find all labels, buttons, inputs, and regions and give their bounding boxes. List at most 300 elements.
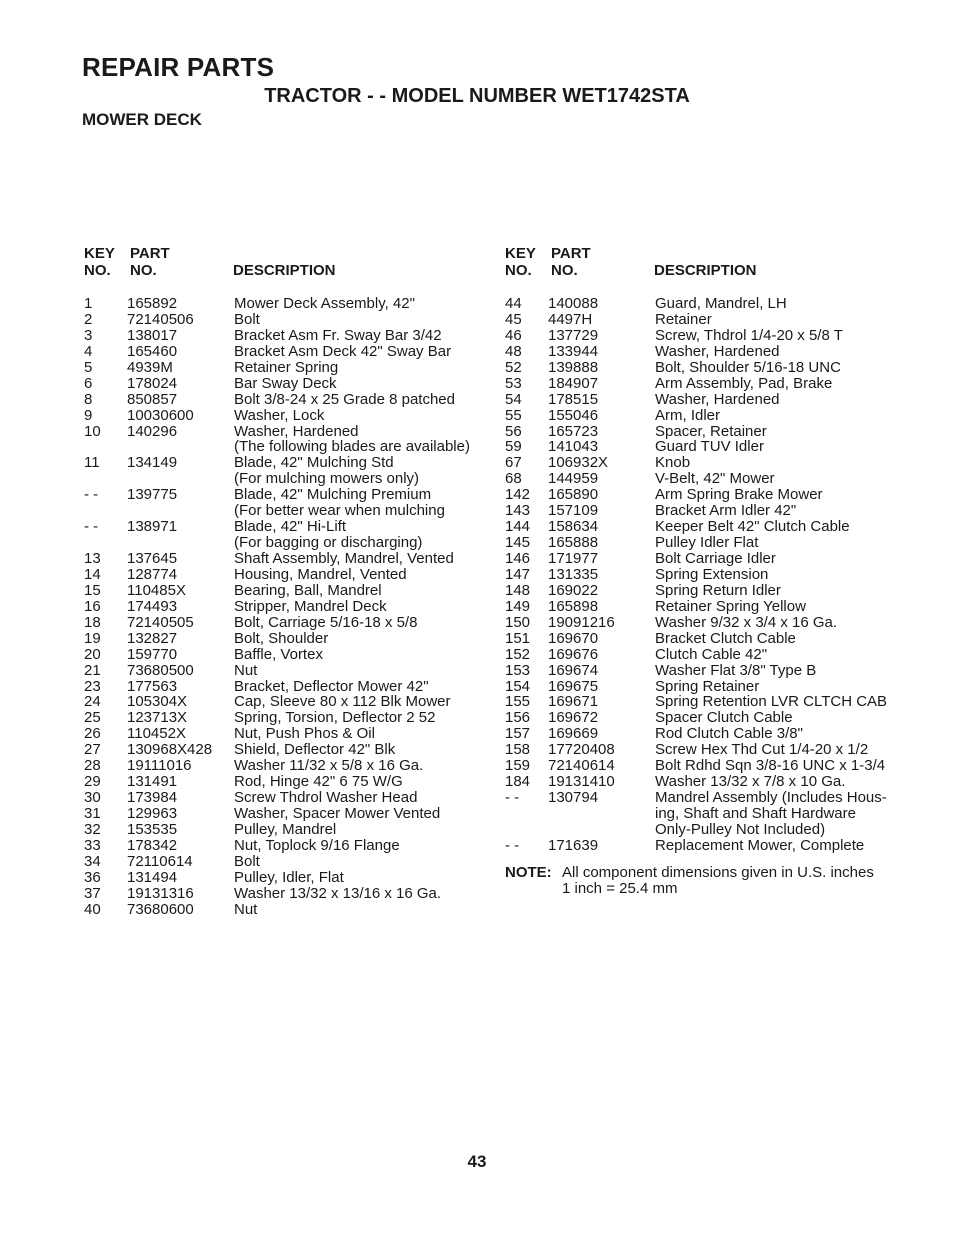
part-no: 140088	[548, 295, 599, 312]
part-description: Bracket Asm Fr. Sway Bar 3/42	[234, 326, 442, 344]
part-no: 110485X	[127, 581, 186, 599]
table-row	[84, 439, 484, 455]
model-subtitle: TRACTOR - - MODEL NUMBER WET1742STA	[264, 85, 690, 107]
key-no: 8	[84, 390, 93, 408]
table-row	[505, 296, 905, 312]
table-row	[84, 471, 484, 487]
table-row	[84, 742, 484, 758]
table-row	[84, 455, 484, 471]
part-no: 153535	[127, 820, 178, 838]
table-row	[84, 519, 484, 535]
table-row	[84, 902, 484, 918]
key-no: 55	[505, 406, 522, 424]
part-description: Housing, Mandrel, Vented	[234, 565, 407, 583]
part-description: Rod Clutch Cable 3/8"	[655, 725, 803, 743]
part-no: 128774	[127, 565, 178, 583]
key-no: 148	[505, 581, 531, 599]
part-no: 155046	[548, 406, 599, 424]
part-description: Pulley, Idler, Flat	[234, 868, 344, 886]
key-no: 44	[505, 295, 522, 312]
part-description: Bearing, Ball, Mandrel	[234, 581, 382, 599]
part-no: 139888	[548, 358, 599, 376]
part-description: Retainer	[655, 310, 712, 328]
part-description: Nut	[234, 900, 258, 918]
key-header: KEY	[505, 245, 536, 262]
part-no: 106932X	[548, 454, 609, 472]
key-no: 23	[84, 677, 101, 695]
part-no: 72140505	[127, 613, 194, 631]
key-no: 59	[505, 438, 522, 456]
part-description: (The following blades are available)	[234, 438, 470, 456]
key-no: 34	[84, 852, 101, 870]
part-description: Bracket Clutch Cable	[655, 629, 796, 647]
key-no: 3	[84, 326, 93, 344]
key-no: 40	[84, 900, 101, 918]
part-description: Bracket Asm Deck 42" Sway Bar	[234, 342, 452, 360]
part-header: PART	[130, 245, 170, 262]
part-description: Washer 9/32 x 3/4 x 16 Ga.	[655, 613, 838, 631]
part-description: Blade, 42" Mulching Premium	[234, 486, 432, 504]
part-no: 144959	[548, 470, 599, 488]
key-no: 157	[505, 725, 531, 743]
key-no: 143	[505, 502, 531, 520]
key-no: 18	[84, 613, 101, 631]
table-row	[505, 806, 905, 822]
table-row	[505, 360, 905, 376]
part-no: 184907	[548, 374, 599, 392]
part-no: 169670	[548, 629, 599, 647]
table-row	[505, 312, 905, 328]
table-row	[505, 583, 905, 599]
table-row	[505, 471, 905, 487]
table-row	[84, 312, 484, 328]
table-row	[84, 647, 484, 663]
part-no: 123713X	[127, 709, 188, 727]
part-no: 165460	[127, 342, 178, 360]
part-no: 72140614	[548, 757, 615, 775]
part-no: 169674	[548, 661, 599, 679]
table-row	[505, 822, 905, 838]
key-no: 53	[505, 374, 522, 392]
part-description: Spacer, Retainer	[655, 422, 767, 440]
part-description: Nut, Push Phos & Oil	[234, 725, 375, 743]
part-description: Bolt, Shoulder 5/16-18 UNC	[655, 358, 841, 376]
table-header	[505, 246, 905, 296]
part-description: Washer, Hardened	[655, 342, 780, 360]
part-description: Nut	[234, 661, 258, 679]
part-no: 177563	[127, 677, 178, 695]
key-no: 144	[505, 518, 531, 536]
part-no: 173984	[127, 789, 178, 807]
key-no: 1	[84, 295, 93, 312]
table-row	[505, 726, 905, 742]
table-row	[84, 790, 484, 806]
table-header	[84, 246, 484, 296]
part-no: 174493	[127, 597, 178, 615]
part-description: Washer, Hardened	[655, 390, 780, 408]
parts-table-right	[505, 246, 905, 897]
table-row	[505, 344, 905, 360]
part-header: PART	[551, 245, 591, 262]
part-description: Pulley, Mandrel	[234, 820, 337, 838]
key-no: 31	[84, 805, 101, 822]
key-no: 4	[84, 342, 93, 360]
part-description: Washer Flat 3/8" Type B	[655, 661, 817, 679]
key-no: 152	[505, 645, 531, 663]
part-description: Screw, Thdrol 1/4-20 x 5/8 T	[655, 326, 843, 344]
key-no: 147	[505, 565, 531, 583]
description-header: DESCRIPTION	[654, 262, 757, 279]
part-no: 178342	[127, 836, 178, 854]
table-row	[505, 663, 905, 679]
part-description: Washer 11/32 x 5/8 x 16 Ga.	[234, 757, 424, 775]
part-description: (For better wear when mulching	[234, 502, 445, 520]
key-no: 33	[84, 836, 101, 854]
table-row	[84, 758, 484, 774]
part-description: Blade, 42" Hi-Lift	[234, 518, 347, 536]
table-row	[505, 328, 905, 344]
part-no: 169022	[548, 581, 599, 599]
key-no: 10	[84, 422, 101, 440]
table-row	[84, 503, 484, 519]
part-description: Spring Retainer	[655, 677, 760, 695]
table-row	[84, 392, 484, 408]
part-description: Arm, Idler	[655, 406, 721, 424]
table-row	[505, 838, 905, 854]
table-row	[84, 854, 484, 870]
part-no: 159770	[127, 645, 178, 663]
key-no: 154	[505, 677, 531, 695]
part-description: Stripper, Mandrel Deck	[234, 597, 387, 615]
table-row	[84, 631, 484, 647]
part-description: Arm Spring Brake Mower	[655, 486, 823, 504]
part-no: 72110614	[127, 852, 193, 870]
key-no: 45	[505, 310, 522, 328]
part-no: 178515	[548, 390, 599, 408]
part-no: 105304X	[127, 693, 188, 711]
part-description: Retainer Spring	[234, 358, 339, 376]
table-row	[84, 360, 484, 376]
part-no: 131494	[127, 868, 178, 886]
key-no: 142	[505, 486, 531, 504]
table-row	[84, 710, 484, 726]
table-row	[505, 503, 905, 519]
part-no: 131335	[548, 565, 599, 583]
part-description: Bolt	[234, 852, 260, 870]
part-no: 169676	[548, 645, 599, 663]
part-description: Retainer Spring Yellow	[655, 597, 806, 615]
key-no: 68	[505, 470, 522, 488]
part-header-no: NO.	[551, 262, 578, 279]
key-no: 159	[505, 757, 531, 775]
part-no: 157109	[548, 502, 599, 520]
part-no: 110452X	[127, 725, 186, 743]
part-no: 178024	[127, 374, 178, 392]
part-no: 169672	[548, 709, 599, 727]
part-description: Bolt Rdhd Sqn 3/8-16 UNC x 1-3/4	[655, 757, 886, 775]
table-row	[84, 886, 484, 902]
part-description: Spring Return Idler	[655, 581, 781, 599]
part-no: 171639	[548, 836, 599, 854]
table-row	[84, 344, 484, 360]
part-description: V-Belt, 42" Mower	[655, 470, 775, 488]
part-description: Guard TUV Idler	[655, 438, 764, 456]
part-no: 139775	[127, 486, 178, 504]
table-row	[505, 679, 905, 695]
part-no: 130968X428	[127, 741, 213, 759]
table-row	[505, 742, 905, 758]
key-no: 20	[84, 645, 101, 663]
part-no: 137729	[548, 326, 599, 344]
key-no: 48	[505, 342, 522, 360]
table-row	[505, 455, 905, 471]
key-no: 36	[84, 868, 101, 886]
key-no: 2	[84, 310, 93, 328]
key-no: - -	[505, 789, 520, 807]
key-no: 15	[84, 581, 101, 599]
part-description: Bolt, Shoulder	[234, 629, 329, 647]
part-no: 165888	[548, 534, 599, 552]
part-no: 4497H	[548, 310, 593, 328]
table-row	[84, 694, 484, 710]
key-no: 21	[84, 661, 101, 679]
part-no: 19091216	[548, 613, 615, 631]
part-no: 4939M	[127, 358, 173, 376]
part-no: 169669	[548, 725, 599, 743]
part-description: Washer 13/32 x 13/16 x 16 Ga.	[234, 884, 442, 902]
key-no: 146	[505, 550, 531, 567]
key-no: 19	[84, 629, 101, 647]
part-no: 72140506	[127, 310, 194, 328]
key-no: 67	[505, 454, 522, 472]
table-row	[505, 694, 905, 710]
part-no: 171977	[548, 550, 599, 567]
table-row	[84, 408, 484, 424]
part-description: Keeper Belt 42" Clutch Cable	[655, 518, 850, 536]
table-row	[505, 567, 905, 583]
part-description: ing, Shaft and Shaft Hardware	[655, 805, 856, 822]
part-description: Rod, Hinge 42" 6 75 W/G	[234, 773, 403, 791]
key-no: 9	[84, 406, 93, 424]
part-no: 73680500	[127, 661, 194, 679]
part-description: Shaft Assembly, Mandrel, Vented	[234, 550, 454, 567]
key-no: 56	[505, 422, 522, 440]
key-no: 149	[505, 597, 531, 615]
key-header: KEY	[84, 245, 115, 262]
table-row	[84, 615, 484, 631]
key-no: 155	[505, 693, 531, 711]
part-description: Bar Sway Deck	[234, 374, 337, 392]
part-description: Bolt 3/8-24 x 25 Grade 8 patched	[234, 390, 455, 408]
table-row	[505, 392, 905, 408]
page-title: REPAIR PARTS	[82, 52, 275, 82]
part-description: Arm Assembly, Pad, Brake	[655, 374, 833, 392]
table-row	[505, 790, 905, 806]
table-row	[84, 487, 484, 503]
part-no: 169675	[548, 677, 599, 695]
part-description: Spring Extension	[655, 565, 769, 583]
table-row	[84, 822, 484, 838]
table-row	[84, 535, 484, 551]
key-no: 13	[84, 550, 101, 567]
part-no: 138017	[127, 326, 178, 344]
key-no: 11	[84, 454, 100, 472]
table-row	[84, 424, 484, 440]
part-description: Blade, 42" Mulching Std	[234, 454, 394, 472]
table-row	[84, 679, 484, 695]
part-description: Only-Pulley Not Included)	[655, 820, 826, 838]
part-description: Mower Deck Assembly, 42"	[234, 295, 415, 312]
key-no: 145	[505, 534, 531, 552]
parts-table-left	[84, 246, 484, 918]
part-no: 19111016	[127, 757, 192, 775]
key-no: 52	[505, 358, 522, 376]
table-row	[84, 838, 484, 854]
part-no: 19131410	[548, 773, 615, 791]
table-row	[505, 487, 905, 503]
part-no: 140296	[127, 422, 178, 440]
key-no: 46	[505, 326, 522, 344]
part-description: Washer, Hardened	[234, 422, 359, 440]
table-row	[505, 408, 905, 424]
table-row	[84, 376, 484, 392]
key-header-no: NO.	[84, 262, 111, 279]
table-body	[84, 296, 484, 918]
part-description: Bracket, Deflector Mower 42"	[234, 677, 429, 695]
table-row	[84, 328, 484, 344]
part-no: 158634	[548, 518, 599, 536]
key-no: 30	[84, 789, 101, 807]
part-no: 141043	[548, 438, 599, 456]
part-no: 165898	[548, 597, 599, 615]
table-body	[505, 296, 905, 854]
table-row	[84, 567, 484, 583]
table-row	[505, 519, 905, 535]
table-row	[505, 439, 905, 455]
part-description: Bracket Arm Idler 42"	[655, 502, 797, 520]
table-row	[84, 551, 484, 567]
part-no: 17720408	[548, 741, 615, 759]
note-conversion: 1 inch = 25.4 mm	[562, 879, 678, 897]
table-row	[84, 870, 484, 886]
dimension-note	[505, 865, 905, 897]
part-no: 134149	[127, 454, 178, 472]
key-no: 150	[505, 613, 531, 631]
key-no: 16	[84, 597, 101, 615]
part-no: 19131316	[127, 884, 194, 902]
part-description: Guard, Mandrel, LH	[655, 295, 787, 312]
part-description: Washer 13/32 x 7/8 x 10 Ga.	[655, 773, 846, 791]
table-row	[505, 424, 905, 440]
part-no: 132827	[127, 629, 178, 647]
part-no: 137645	[127, 550, 178, 567]
key-no: 158	[505, 741, 531, 759]
key-no: - -	[84, 486, 99, 504]
part-description: Bolt	[234, 310, 260, 328]
key-no: 184	[505, 773, 531, 791]
note-label: NOTE:	[505, 863, 552, 881]
table-row	[84, 774, 484, 790]
key-no: 5	[84, 358, 93, 376]
table-row	[505, 599, 905, 615]
part-description: Mandrel Assembly (Includes Hous-	[655, 789, 887, 807]
key-no: 153	[505, 661, 531, 679]
part-description: Replacement Mower, Complete	[655, 836, 865, 854]
table-row	[505, 710, 905, 726]
part-no: 73680600	[127, 900, 194, 918]
page-number: 43	[467, 1152, 487, 1171]
part-header-no: NO.	[130, 262, 157, 279]
key-no: 27	[84, 741, 101, 759]
table-row	[505, 376, 905, 392]
table-row	[84, 806, 484, 822]
part-description: Baffle, Vortex	[234, 645, 323, 663]
part-description: Spring, Torsion, Deflector 2 52	[234, 709, 436, 727]
part-description: Nut, Toplock 9/16 Flange	[234, 836, 400, 854]
part-description: Spring Retention LVR CLTCH CAB	[655, 693, 888, 711]
table-row	[84, 726, 484, 742]
part-description: Clutch Cable 42"	[655, 645, 768, 663]
table-row	[84, 583, 484, 599]
key-no: 151	[505, 629, 531, 647]
part-description: Spacer Clutch Cable	[655, 709, 793, 727]
table-row	[505, 551, 905, 567]
part-description: Pulley Idler Flat	[655, 534, 759, 552]
part-description: Cap, Sleeve 80 x 112 Blk Mower	[234, 693, 451, 711]
part-description: Shield, Deflector 42" Blk	[234, 741, 396, 759]
part-description: Knob	[655, 454, 691, 472]
part-no: 169671	[548, 693, 599, 711]
key-header-no: NO.	[505, 262, 532, 279]
part-no: 165723	[548, 422, 599, 440]
key-no: 156	[505, 709, 531, 727]
table-row	[505, 631, 905, 647]
section-heading: MOWER DECK	[82, 110, 202, 129]
key-no: 6	[84, 374, 93, 392]
note-text: All component dimensions given in U.S. inches	[562, 863, 874, 881]
key-no: - -	[505, 836, 520, 854]
part-no: 165890	[548, 486, 599, 504]
table-row	[84, 663, 484, 679]
key-no: 25	[84, 709, 101, 727]
table-row	[505, 647, 905, 663]
part-no: 133944	[548, 342, 599, 360]
key-no: 26	[84, 725, 101, 743]
part-description: Screw Hex Thd Cut 1/4-20 x 1/2	[655, 741, 869, 759]
part-description: Bolt, Carriage 5/16-18 x 5/8	[234, 613, 418, 631]
key-no: 14	[84, 565, 101, 583]
table-row	[84, 296, 484, 312]
part-no: 138971	[127, 518, 178, 536]
part-description: Washer, Lock	[234, 406, 325, 424]
key-no: 28	[84, 757, 101, 775]
part-no: 129963	[127, 805, 178, 822]
table-row	[505, 774, 905, 790]
key-no: 37	[84, 884, 101, 902]
part-description: Screw Thdrol Washer Head	[234, 789, 418, 807]
key-no: 54	[505, 390, 522, 408]
table-row	[505, 535, 905, 551]
key-no: 32	[84, 820, 101, 838]
part-description: Washer, Spacer Mower Vented	[234, 805, 441, 822]
part-no: 165892	[127, 295, 178, 312]
table-row	[505, 758, 905, 774]
table-row	[505, 615, 905, 631]
description-header: DESCRIPTION	[233, 262, 336, 279]
part-no: 10030600	[127, 406, 194, 424]
part-description: (For bagging or discharging)	[234, 534, 423, 552]
key-no: - -	[84, 518, 99, 536]
